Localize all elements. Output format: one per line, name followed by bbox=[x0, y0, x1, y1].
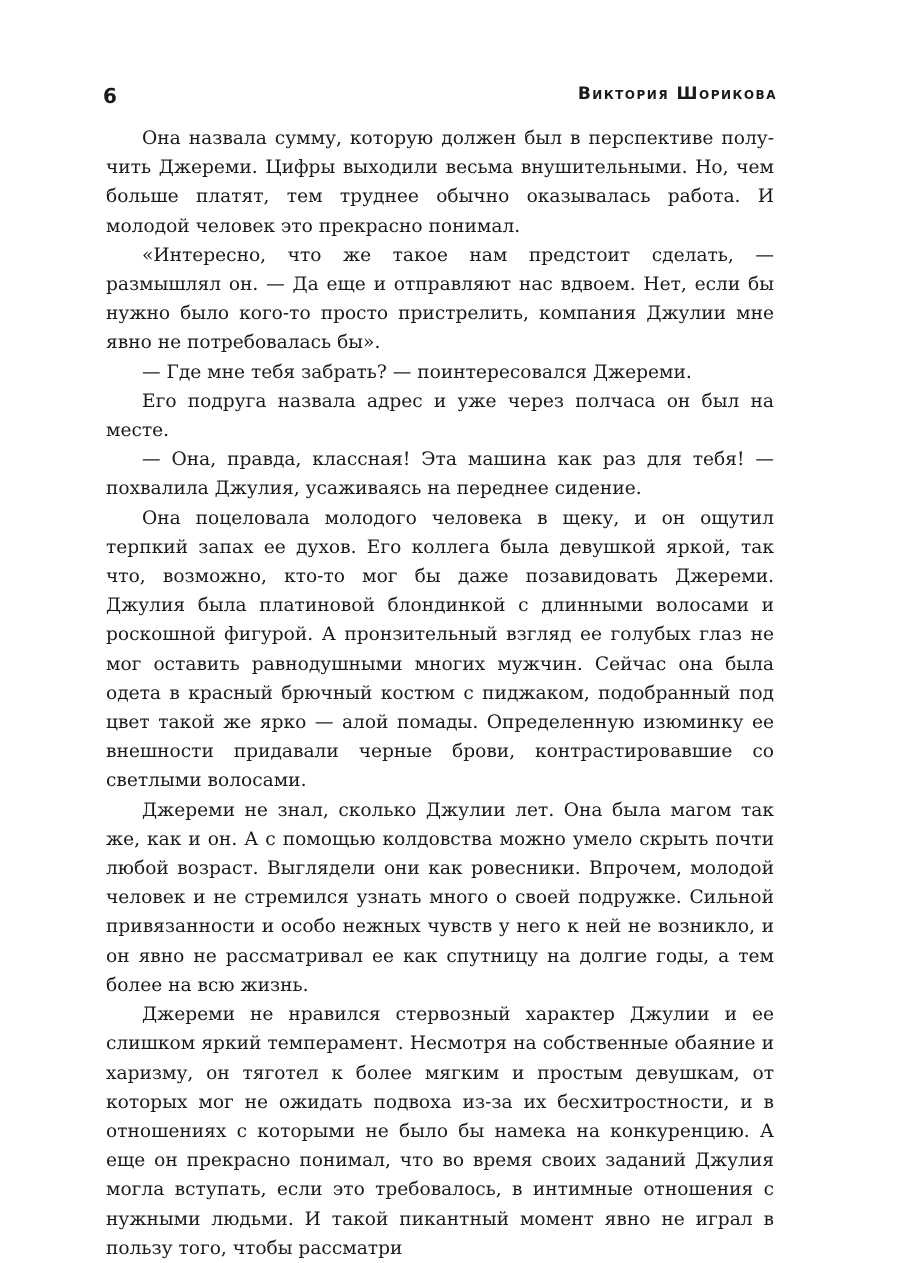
paragraph: — Где мне тебя забрать? — поинтересовался Джереми. bbox=[142, 361, 692, 383]
page-number: 6 bbox=[103, 84, 118, 108]
paragraph: «Интересно, что же такое нам предстоит сделать, — размышлял он. — Да еще и отправляют нас вдвоем. Нет, если бы нужно было кого-то просто пристрелить, компания Джулии мне явно не потребовалась бы». bbox=[106, 244, 774, 354]
paragraph: Она поцеловала молодого человека в щеку, и он ощутил терпкий запах ее духов. Его коллега была девушкой яркой, так что, возможно, кто-то мог бы даже позавидовать Джереми. Джулия была платиновой блондинкой с длинными волосами и роскошной фигурой. А пронзительный взгляд ее голубых глаз не мог оставить равнодушными многих мужчин. Сейчас она была одета в красный брючный костюм с пиджаком, подобранный под цвет такой же ярко — алой помады. Определенную изюминку ее внешности придавали черные брови, контрастировавшие со светлыми волосами. bbox=[106, 507, 774, 792]
paragraph: Джереми не нравился стервозный характер Джулии и ее слишком яркий темперамент. Несмотря на собственные обаяние и харизму, он тяготел к более мягким и простым девушкам, от которых мог не ожидать подвоха из-за их бесхитростности, и в отношениях с которыми не было бы намека на конкуренцию. А еще он прекрасно понимал, что во время своих заданий Джулия могла вступать, если это требовалось, в интимные отношения с нужными людьми. И такой пикантный момент явно не играл в пользу того, чтобы рассматри bbox=[106, 1004, 774, 1259]
paragraph: Его подруга назвала адрес и уже через полчаса он был на месте. bbox=[106, 390, 774, 442]
paragraph: Джереми не знал, сколько Джулии лет. Она была магом так же, как и он. А с помощью колдовства можно умело скрыть почти любой возраст. Выглядели они как ровесники. Впрочем, молодой человек и не стремился узнать много о своей подружке. Сильной привязанности и особо нежных чувств у него к ней не возникло, и он явно не рассматривал ее как спутницу на долгие годы, а тем более на всю жизнь. bbox=[106, 799, 774, 996]
paragraph: Она назвала сумму, которую должен был в перспективе получить Джереми. Цифры выходили весьма внушительными. Но, чем больше платят, тем труднее обычно оказывалась работа. И молодой человек это прекрасно понимал. bbox=[106, 128, 774, 237]
body-text bbox=[106, 124, 774, 1263]
running-header-author: Виктория Шорикова bbox=[577, 84, 777, 104]
paragraph: — Она, правда, классная! Эта машина как раз для тебя! — похвалила Джулия, усаживаясь на переднее сидение. bbox=[106, 449, 774, 500]
